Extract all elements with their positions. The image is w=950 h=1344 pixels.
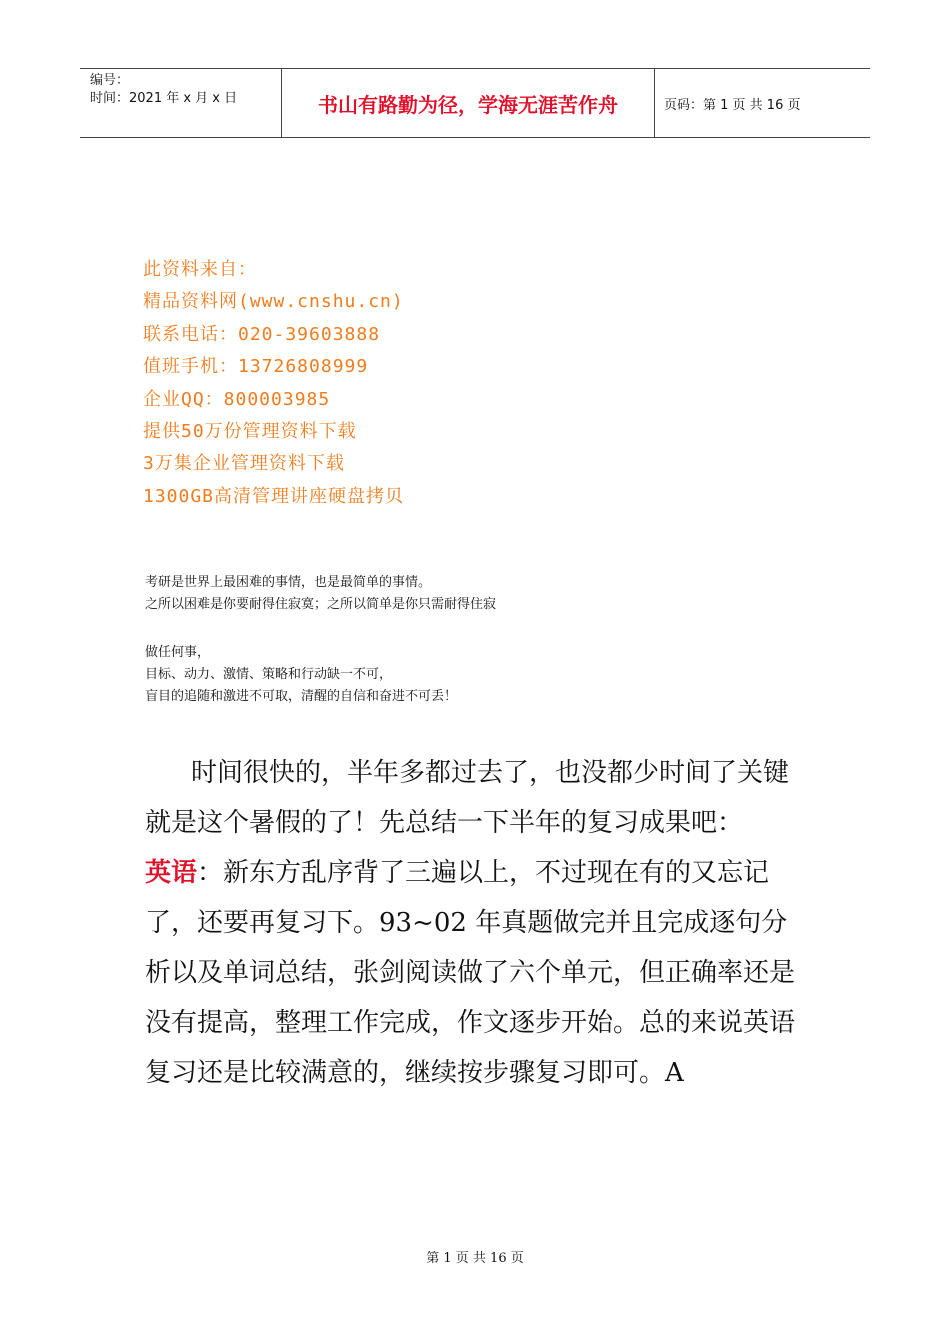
english-label: 英语	[145, 858, 198, 888]
motto-block	[145, 572, 496, 708]
motto-line: 目标、动力、激情、策略和行动缺一不可，	[145, 667, 393, 682]
page-footer: 第 1 页 共 16 页	[426, 1251, 524, 1266]
source-line: 提供50万份管理资料下载	[143, 421, 357, 443]
source-line: 3万集企业管理资料下载	[143, 453, 345, 475]
source-line: 企业QQ：800003985	[143, 388, 331, 410]
motto-line: 盲目的追随和激进不可取，清醒的自信和奋进不可丢！	[145, 689, 458, 704]
header-page-label: 页码：第 1 页 共 16 页	[664, 97, 801, 113]
header-motto: 书山有路勤为径，学海无涯苦作舟	[282, 69, 655, 137]
time-label: 时间：2021 年 x 月 x 日	[90, 91, 238, 106]
source-line: 1300GB高清管理讲座硬盘拷贝	[143, 485, 405, 507]
page-header	[80, 68, 870, 138]
motto-line: 做任何事，	[145, 645, 211, 660]
source-line: 此资料来自：	[143, 259, 257, 280]
motto-line: 之所以困难是你要耐得住寂寞；之所以简单是你只需耐得住寂	[145, 597, 497, 612]
source-line: 联系电话：020-39603888	[143, 323, 381, 345]
main-body	[145, 748, 810, 1098]
english-text: ：新东方乱序背了三遍以上，不过现在有的又忘记了，还要再复习下。93~02 年真题做完并且完成逐句分析以及单词总结，张剑阅读做了六个单元，但正确率还是没有提高，整理工作完成，作文逐步开始。总的来说英语复习还是比较满意的，继续按步骤复习即可。A	[145, 858, 796, 1088]
source-info-block	[143, 254, 404, 513]
motto-line: 考研是世界上最困难的事情，也是最简单的事情。	[145, 575, 432, 590]
source-line: 精品资料网(www.cnshu.cn)	[143, 291, 404, 313]
intro-paragraph: 时间很快的，半年多都过去了，也没都少时间了关键就是这个暑假的了！先总结一下半年的复习成果吧：	[145, 758, 790, 838]
english-paragraph	[145, 848, 810, 1098]
source-line: 值班手机：13726808999	[143, 356, 369, 378]
spacer	[145, 616, 496, 642]
header-meta	[80, 69, 282, 137]
number-label: 编号：	[90, 73, 130, 88]
